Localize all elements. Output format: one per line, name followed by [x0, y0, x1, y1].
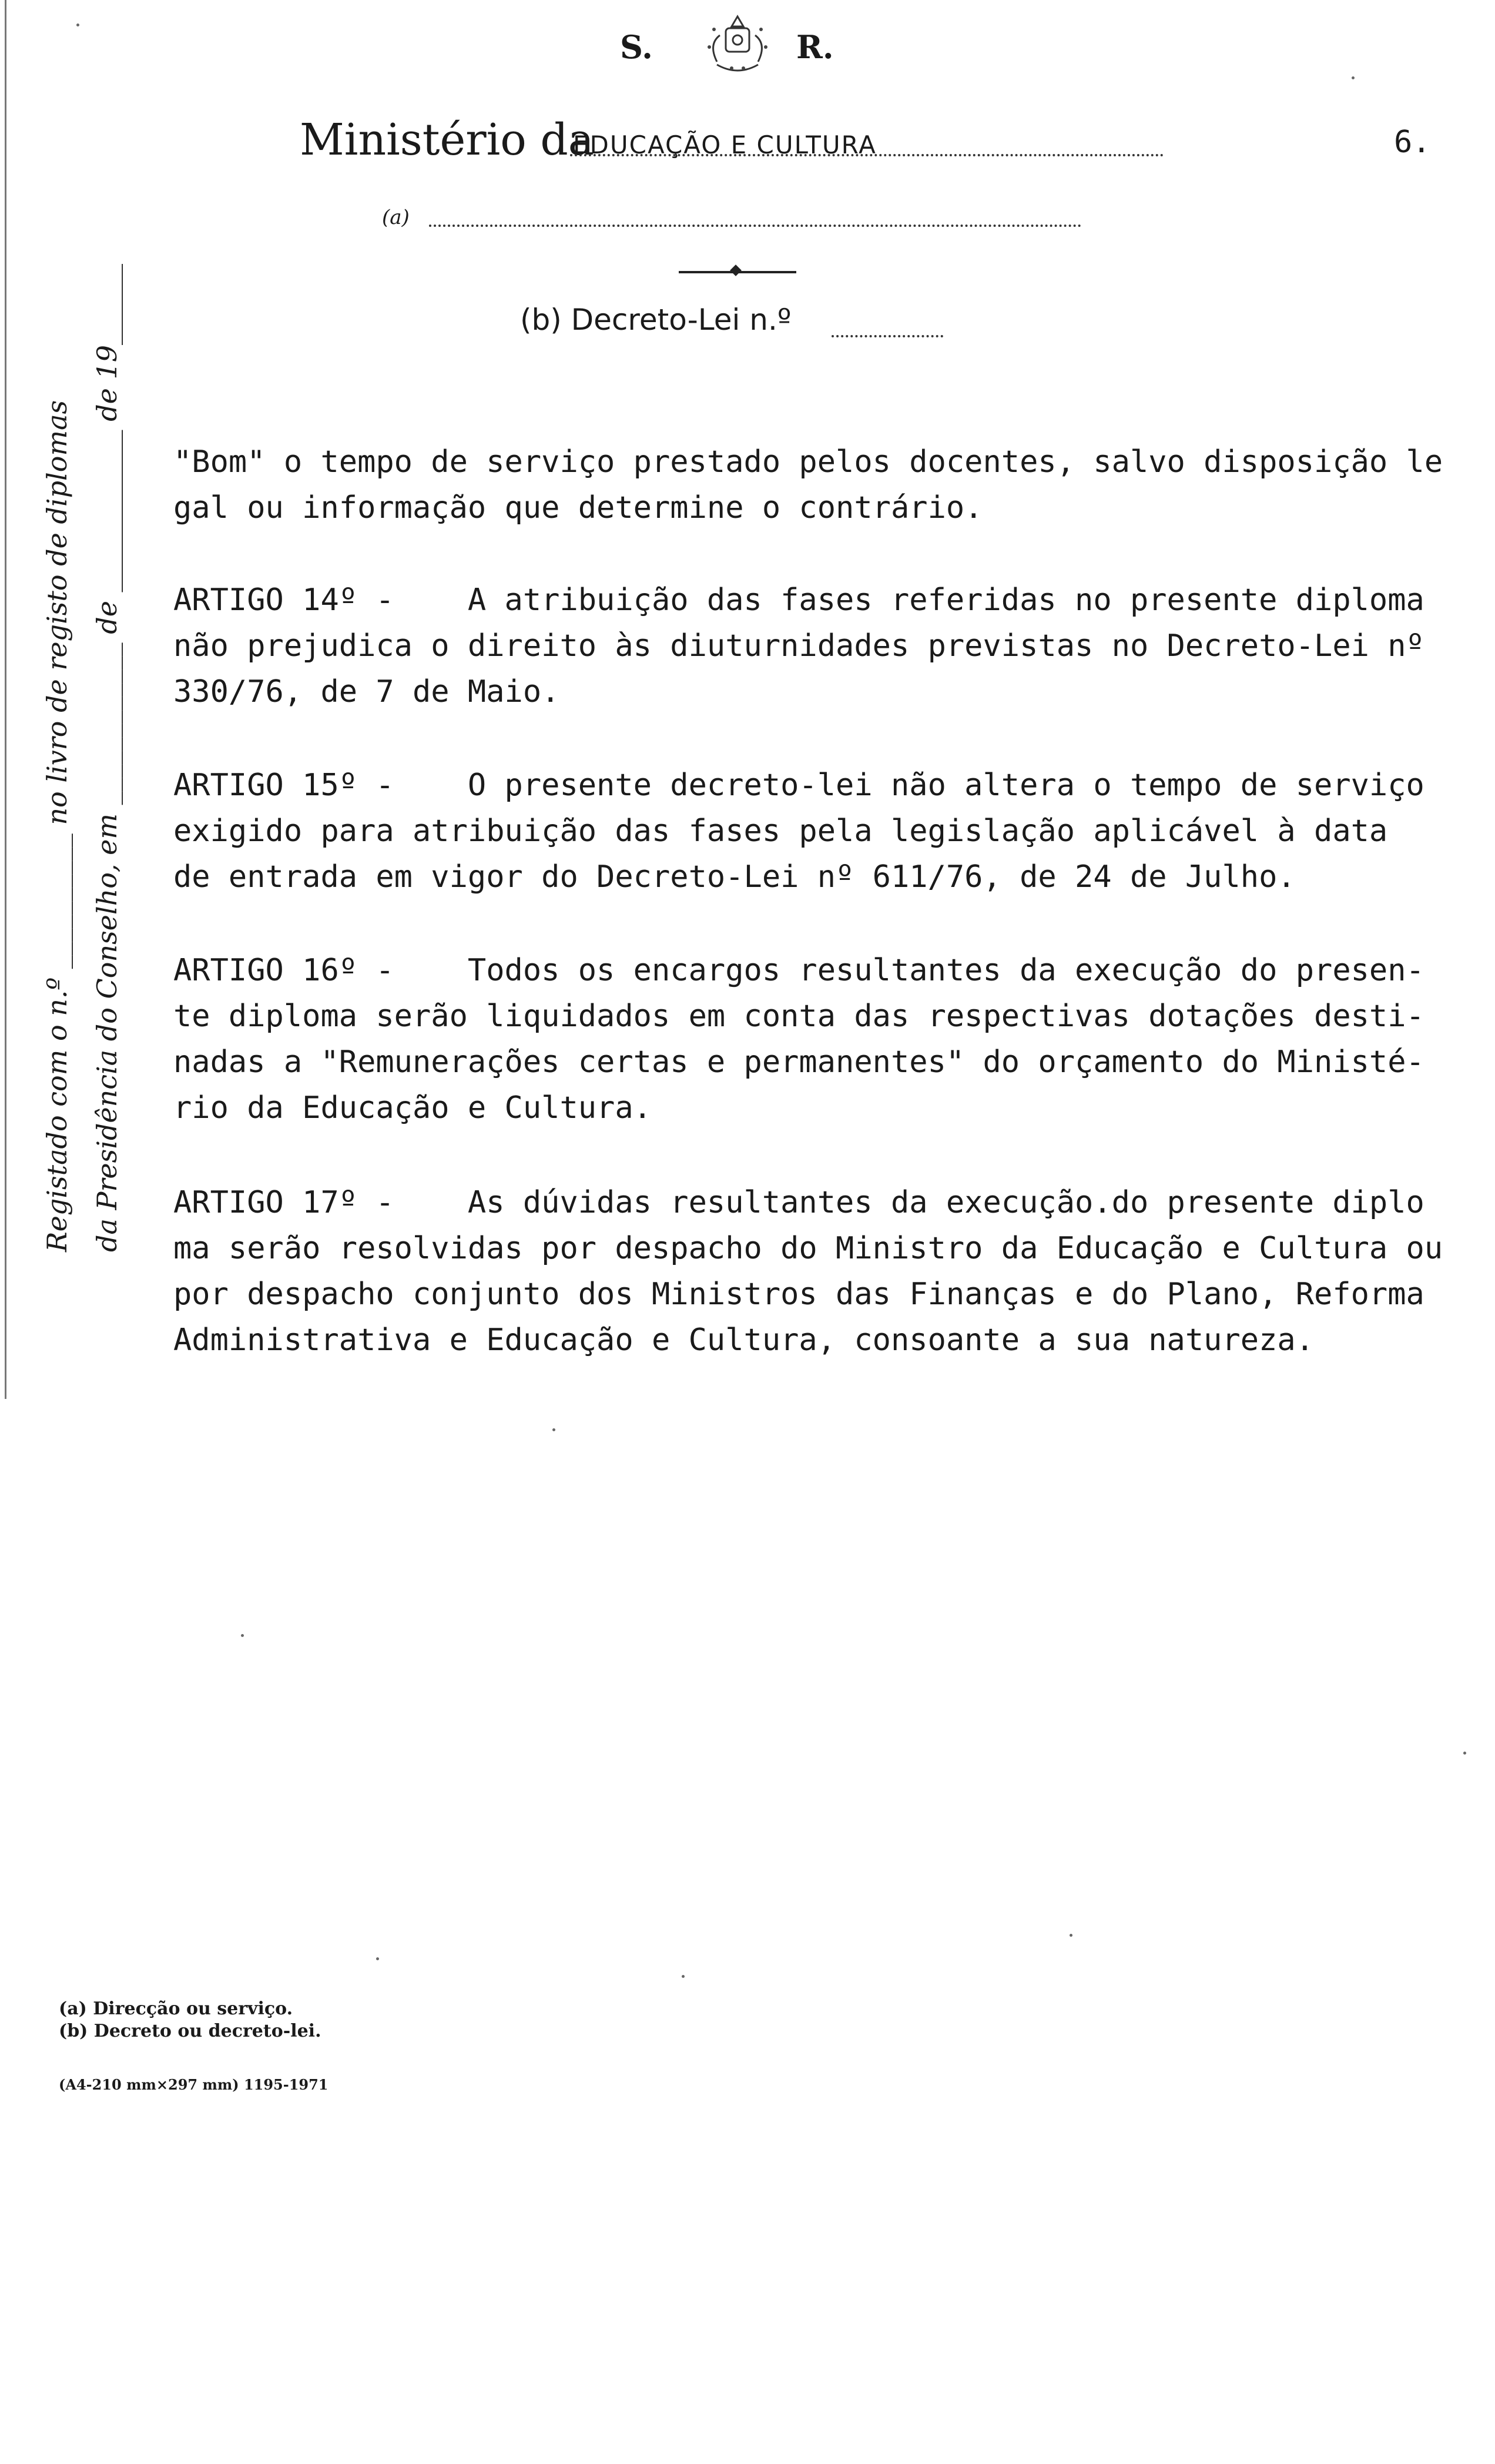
scan-speck: [1070, 1934, 1072, 1937]
coat-of-arms-icon: [696, 12, 779, 76]
scan-speck: [552, 1428, 555, 1431]
body-line: exigido para atribuição das fases pela legislação aplicável à data: [173, 813, 1388, 849]
margin-registration-note: Registado com o n.º __________ no livro de registo de diplomas: [41, 400, 73, 1252]
footnote-a: (a) Direcção ou serviço.: [59, 1998, 293, 2019]
body-line: ARTIGO 17º - As dúvidas resultantes da execução.do presente diplo: [173, 1185, 1424, 1220]
ministry-name: EDUCAÇÃO E CULTURA: [573, 130, 877, 159]
scan-speck: [682, 1975, 685, 1978]
separator-diamond-icon: [730, 265, 742, 276]
scan-speck: [76, 24, 79, 26]
initial-r: R.: [796, 28, 834, 66]
body-line: ARTIGO 14º - A atribuição das fases referidas no presente diploma: [173, 582, 1424, 618]
body-line: por despacho conjunto dos Ministros das Finanças e do Plano, Reforma: [173, 1277, 1424, 1312]
footnote-b: (b) Decreto ou decreto-lei.: [59, 2021, 321, 2041]
margin-council-note: da Presidência do Conselho, em ____________ de ____________ de 19______: [91, 264, 123, 1252]
page-number: 6.: [1394, 125, 1431, 160]
body-line: "Bom" o tempo de serviço prestado pelos docentes, salvo disposição le: [173, 444, 1443, 480]
ministry-dotted-line: [570, 154, 1164, 156]
decree-dotted-line: [832, 335, 943, 337]
scan-speck: [376, 1957, 379, 1960]
body-line: ARTIGO 15º - O presente decreto-lei não altera o tempo de serviço: [173, 768, 1424, 803]
body-line: ma serão resolvidas por despacho do Ministro da Educação e Cultura ou: [173, 1231, 1443, 1266]
field-a-dotted-line: [429, 225, 1081, 227]
initial-s: S.: [620, 28, 653, 66]
scan-speck: [1352, 76, 1355, 79]
margin-rule: [5, 0, 6, 1399]
body-line: Administrativa e Educação e Cultura, consoante a sua natureza.: [173, 1323, 1315, 1358]
body-line: não prejudica o direito às diuturnidades previstas no Decreto-Lei nº: [173, 628, 1424, 664]
scan-speck: [1463, 1752, 1466, 1755]
body-line: de entrada em vigor do Decreto-Lei nº 611/76, de 24 de Julho.: [173, 859, 1296, 895]
body-line: ARTIGO 16º - Todos os encargos resultantes da execução do presen-: [173, 953, 1424, 988]
scan-speck: [241, 1634, 244, 1637]
body-line: te diploma serão liquidados em conta das respectivas dotações desti-: [173, 999, 1424, 1034]
decree-label: (b) Decreto-Lei n.º: [520, 303, 792, 337]
ministry-prefix: Ministério da: [300, 115, 594, 165]
body-line: 330/76, de 7 de Maio.: [173, 674, 560, 709]
body-line: nadas a "Remunerações certas e permanentes" do orçamento do Ministé-: [173, 1044, 1424, 1080]
field-a-label: (a): [382, 206, 410, 229]
form-code: (A4-210 mm×297 mm) 1195-1971: [59, 2076, 329, 2093]
body-line: rio da Educação e Cultura.: [173, 1090, 652, 1126]
body-line: gal ou informação que determine o contrário.: [173, 490, 983, 525]
